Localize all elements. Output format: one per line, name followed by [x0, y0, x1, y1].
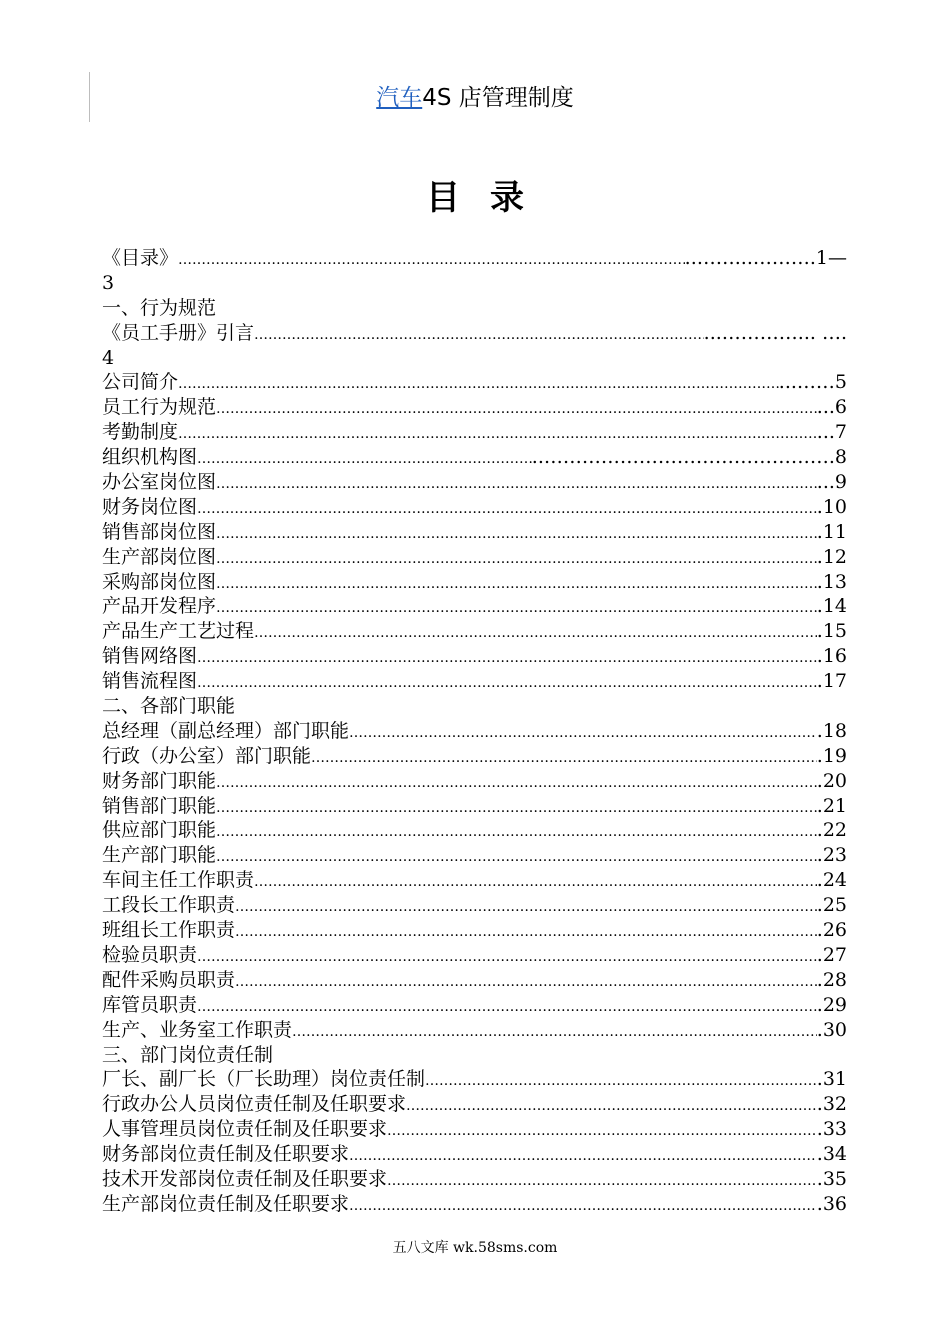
- toc-dot-leader: [311, 746, 817, 769]
- toc-entry-label: 库管员职责: [102, 993, 198, 1016]
- toc-dot-leader: [349, 1194, 817, 1217]
- toc-entry-label: 配件采购员职责: [102, 968, 236, 991]
- toc-entry-label: 车间主任工作职责: [102, 869, 255, 892]
- toc-dot-leader: [216, 397, 817, 420]
- toc-entry-label: 销售流程图: [102, 670, 198, 693]
- toc-entry-label: 生产部岗位责任制及任职要求: [102, 1192, 350, 1215]
- toc-dot-leader: [216, 547, 817, 570]
- toc-entry[interactable]: [102, 1092, 847, 1117]
- toc-page-number: .28: [816, 968, 847, 991]
- toc-entry[interactable]: [102, 246, 847, 271]
- toc-entry-label: 总经理（副总经理）部门职能: [102, 719, 350, 742]
- toc-entry-label: 二、各部门职能: [102, 695, 236, 718]
- toc-entry-label: 厂长、副厂长（厂长助理）岗位责任制: [102, 1068, 426, 1091]
- toc-entry[interactable]: [102, 470, 847, 495]
- toc-entry-label: 产品生产工艺过程: [102, 620, 255, 643]
- toc-entry[interactable]: [102, 545, 847, 570]
- toc-entry-label: 行政办公人员岗位责任制及任职要求: [102, 1093, 407, 1116]
- toc-dot-leader: [387, 1169, 817, 1192]
- toc-page-number: .33: [816, 1118, 847, 1141]
- toc-dot-leader: [216, 522, 817, 545]
- toc-dot-leader: [216, 596, 817, 619]
- toc-page-number: .20: [816, 769, 847, 792]
- toc-page-number: .15: [816, 620, 847, 643]
- toc-dot-leader: [292, 1020, 817, 1043]
- toc-entry[interactable]: [102, 321, 847, 346]
- toc-entry-label: 财务部岗位责任制及任职要求: [102, 1143, 350, 1166]
- toc-entry-label: 员工行为规范: [102, 396, 217, 419]
- toc-entry[interactable]: [102, 719, 847, 744]
- toc-entry-label: 公司简介: [102, 371, 179, 394]
- toc-page-number: .27: [816, 943, 847, 966]
- toc-entry-label: 工段长工作职责: [102, 894, 236, 917]
- toc-dot-leader: [387, 1119, 817, 1142]
- toc-entry[interactable]: [102, 520, 847, 545]
- toc-dot-leader: [178, 248, 685, 271]
- toc-text-line: [102, 346, 847, 371]
- toc-dot-leader: [216, 820, 817, 843]
- toc-dot-leader: [197, 671, 817, 694]
- toc-entry-label: 财务岗位图: [102, 495, 198, 518]
- toc-page-number: .31: [816, 1068, 847, 1091]
- toc-entry-label: 考勤制度: [102, 421, 179, 444]
- toc-entry-label: 班组长工作职责: [102, 919, 236, 942]
- toc-page-number: ..……...……….1—: [684, 247, 847, 269]
- toc-heading: 目录: [426, 178, 554, 218]
- toc-entry[interactable]: [102, 1067, 847, 1092]
- toc-dot-leader: [406, 1094, 817, 1117]
- toc-page-number: .35: [816, 1167, 847, 1190]
- toc-dot-leader: [197, 945, 817, 968]
- toc-entry[interactable]: [102, 794, 847, 819]
- toc-entry[interactable]: [102, 968, 847, 993]
- toc-entry[interactable]: [102, 395, 847, 420]
- toc-dot-leader: [425, 1069, 817, 1092]
- toc-entry[interactable]: [102, 1018, 847, 1043]
- toc-page-number: .23: [816, 844, 847, 867]
- toc-entry-label: 《目录》: [102, 247, 179, 269]
- toc-dot-leader: [235, 895, 817, 918]
- page-footer: 五八文库 wk.58sms.com: [392, 1240, 558, 1256]
- toc-entry-label: 检验员职责: [102, 943, 198, 966]
- toc-entry[interactable]: [102, 644, 847, 669]
- toc-entry[interactable]: [102, 445, 847, 470]
- table-of-contents: [102, 246, 847, 1217]
- toc-entry-label: 销售网络图: [102, 645, 198, 668]
- toc-page-number: .26: [816, 919, 847, 942]
- toc-dot-leader: [254, 621, 817, 644]
- toc-entry[interactable]: [102, 943, 847, 968]
- toc-entry-label: 生产部岗位图: [102, 545, 217, 568]
- toc-dot-leader: [178, 422, 817, 445]
- toc-page-number: .16: [816, 645, 847, 668]
- toc-text-line: [102, 1043, 847, 1068]
- toc-page-number: .30: [816, 1018, 847, 1041]
- toc-entry-label: 办公室岗位图: [102, 471, 217, 494]
- toc-entry[interactable]: [102, 868, 847, 893]
- toc-entry[interactable]: [102, 619, 847, 644]
- toc-page-number: .24: [816, 869, 847, 892]
- toc-entry-label: 财务部门职能: [102, 769, 217, 792]
- toc-entry-label: 3: [102, 271, 115, 294]
- toc-entry[interactable]: [102, 769, 847, 794]
- toc-page-number: .32: [816, 1093, 847, 1116]
- toc-text-line: [102, 694, 847, 719]
- toc-entry[interactable]: [102, 1192, 847, 1217]
- toc-page-number: .21: [816, 794, 847, 817]
- toc-entry[interactable]: [102, 843, 847, 868]
- toc-entry-label: 采购部岗位图: [102, 570, 217, 593]
- toc-text-line: [102, 296, 847, 321]
- toc-page-number: .10: [816, 495, 847, 518]
- toc-entry-label: 销售部岗位图: [102, 520, 217, 543]
- document-title: [0, 82, 950, 114]
- toc-dot-leader: [254, 870, 817, 893]
- toc-entry-label: 《员工手册》引言: [102, 321, 255, 344]
- toc-entry-label: 供应部门职能: [102, 819, 217, 842]
- toc-entry[interactable]: [102, 570, 847, 595]
- toc-page-number: ...7: [816, 421, 847, 444]
- toc-entry[interactable]: [102, 893, 847, 918]
- toc-page-number: .34: [816, 1143, 847, 1166]
- toc-page-number: .36: [816, 1192, 847, 1215]
- toc-dot-leader: [349, 1144, 817, 1167]
- toc-entry-label: 技术开发部岗位责任制及任职要求: [102, 1167, 388, 1190]
- toc-page-number: ...…………... ….: [703, 321, 847, 344]
- title-hyperlink[interactable]: 汽车: [376, 85, 423, 111]
- toc-dot-leader: [254, 323, 704, 346]
- toc-page-number: .11: [816, 520, 847, 543]
- toc-entry[interactable]: [102, 1142, 847, 1167]
- toc-entry-label: 4: [102, 346, 115, 369]
- toc-page-number: .12: [816, 545, 847, 568]
- toc-page-number: .18: [816, 719, 847, 742]
- toc-entry[interactable]: [102, 993, 847, 1018]
- toc-dot-leader: [197, 447, 532, 470]
- toc-dot-leader: [216, 796, 817, 819]
- toc-page-number: .29: [816, 993, 847, 1016]
- toc-entry[interactable]: [102, 818, 847, 843]
- toc-page-number: .22: [816, 819, 847, 842]
- toc-entry[interactable]: [102, 1167, 847, 1192]
- toc-dot-leader: [216, 771, 817, 794]
- toc-entry-label: 产品开发程序: [102, 595, 217, 618]
- toc-page-number: .25: [816, 894, 847, 917]
- toc-entry-label: 一、行为规范: [102, 296, 217, 319]
- title-text: 4S 店管理制度: [422, 85, 574, 111]
- toc-entry[interactable]: [102, 594, 847, 619]
- toc-entry-label: 生产部门职能: [102, 844, 217, 867]
- toc-dot-leader: [197, 646, 817, 669]
- toc-entry[interactable]: [102, 744, 847, 769]
- toc-dot-leader: [178, 372, 779, 395]
- toc-entry-label: 组织机构图: [102, 446, 198, 469]
- toc-page-number: .14: [816, 595, 847, 618]
- toc-entry[interactable]: [102, 420, 847, 445]
- toc-entry-label: 人事管理员岗位责任制及任职要求: [102, 1118, 388, 1141]
- toc-dot-leader: [216, 845, 817, 868]
- toc-entry[interactable]: [102, 669, 847, 694]
- toc-entry[interactable]: [102, 370, 847, 395]
- toc-entry-label: 销售部门职能: [102, 794, 217, 817]
- toc-dot-leader: [349, 721, 817, 744]
- toc-dot-leader: [216, 572, 817, 595]
- toc-dot-leader: [235, 970, 817, 993]
- toc-entry[interactable]: [102, 918, 847, 943]
- toc-page-number: .19: [816, 744, 847, 767]
- toc-entry[interactable]: [102, 1117, 847, 1142]
- toc-entry-label: 生产、业务室工作职责: [102, 1018, 293, 1041]
- toc-entry-label: 三、部门岗位责任制: [102, 1043, 274, 1066]
- toc-page-number: ...6: [816, 396, 847, 419]
- toc-dot-leader: [235, 920, 817, 943]
- toc-page-number: .17: [816, 670, 847, 693]
- toc-entry[interactable]: [102, 495, 847, 520]
- toc-text-line: [102, 271, 847, 296]
- toc-dot-leader: [197, 995, 817, 1018]
- toc-dot-leader: [197, 497, 817, 520]
- toc-page-number: .13: [816, 570, 847, 593]
- toc-entry-label: 行政（办公室）部门职能: [102, 744, 312, 767]
- toc-page-number: ...9: [816, 471, 847, 494]
- toc-page-number: ..……………………………………….8: [531, 446, 847, 469]
- toc-dot-leader: [216, 472, 817, 495]
- toc-page-number: ...……5: [778, 371, 847, 394]
